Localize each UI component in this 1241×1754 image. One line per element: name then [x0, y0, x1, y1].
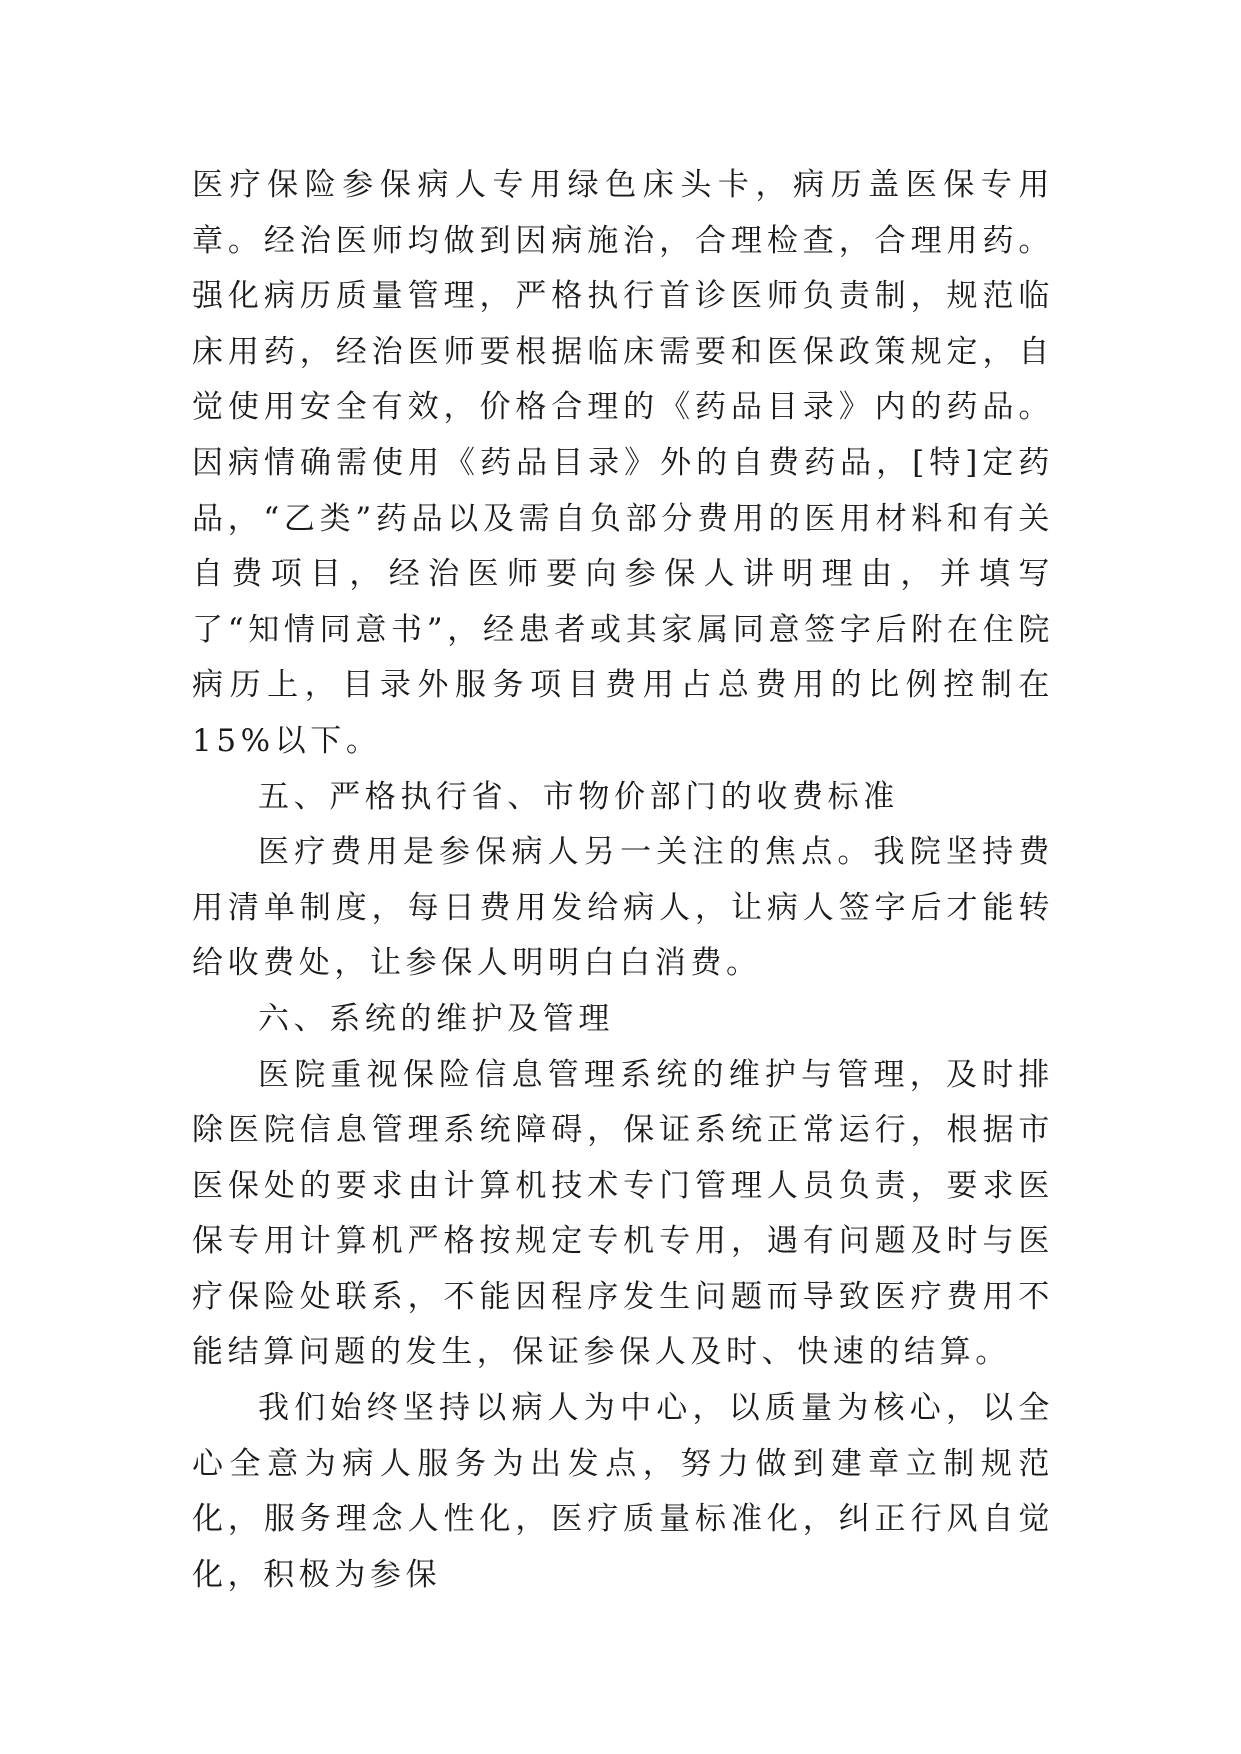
paragraph-patient-centered: 我们始终坚持以病人为中心，以质量为核心，以全心全意为病人服务为出发点，努力做到建章立制规范化，服务理念人性化，医疗质量标准化，纠正行风自觉化，积极为参保	[192, 1390, 1054, 1593]
paragraph-system-maintenance: 医院重视保险信息管理系统的维护与管理，及时排除医院信息管理系统障碍，保证系统正常运行，根据市医保处的要求由计算机技术专门管理人员负责，要求医保专用计算机严格按规定专机专用，遇有问题及时与医疗保险处联系，不能因程序发生问题而导致医疗费用不能结算问题的发生，保证参保人及时、快速的结算。	[192, 1056, 1054, 1371]
paragraph-bed-card-and-prescribing: 医疗保险参保病人专用绿色床头卡，病历盖医保专用章。经治医师均做到因病施治，合理检查，合理用药。强化病历质量管理，严格执行首诊医师负责制，规范临床用药，经治医师要根据临床需要和医保政策规定，自觉使用安全有效，价格合理的《药品目录》内的药品。因病情确需使用《药品目录》外的自费药品，[特]定药品，“乙类”药品以及需自负部分费用的医用材料和有关自费项目，经治医师要向参保人讲明理由，并填写了“知情同意书”，经患者或其家属同意签字后附在住院病历上，目录外服务项目费用占总费用的比例控制在 15%以下。	[192, 167, 1054, 759]
section-heading-fee-standards: 五、严格执行省、市物价部门的收费标准	[258, 778, 899, 815]
body-text	[192, 158, 1054, 1603]
section-heading-system-maintenance: 六、系统的维护及管理	[258, 1000, 614, 1037]
paragraph-fee-list: 医疗费用是参保病人另一关注的焦点。我院坚持费用清单制度，每日费用发给病人，让病人签字后才能转给收费处，让参保人明明白白消费。	[192, 834, 1054, 982]
